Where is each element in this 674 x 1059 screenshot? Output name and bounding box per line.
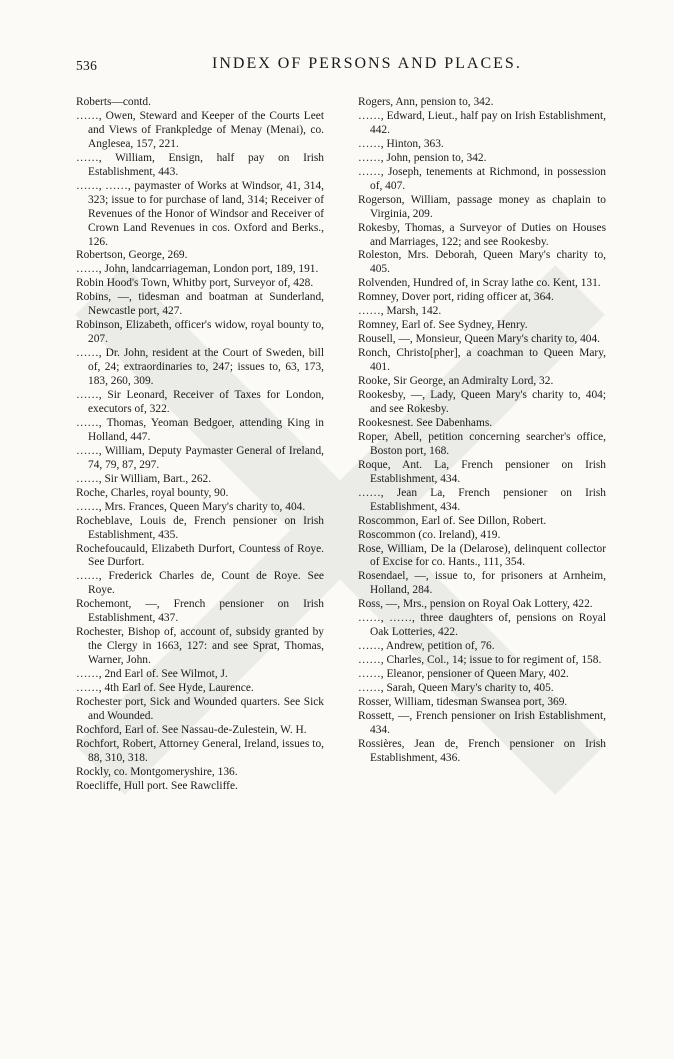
index-entry: Roberts—contd. — [76, 96, 151, 108]
index-entry: Rogerson, William, passage money as chaplain to Virginia, 209. — [358, 193, 606, 220]
index-entry: Rossett, —, French pensioner on Irish Establishment, 434. — [358, 709, 606, 736]
index-entry: ……, William, Ensign, half pay on Irish Establishment, 443. — [76, 151, 324, 178]
index-entry: Rogers, Ann, pension to, 342. — [358, 96, 494, 108]
index-entry: ……, Eleanor, pensioner of Queen Mary, 402. — [358, 668, 569, 681]
index-entry: Rochefoucauld, Elizabeth Durfort, Countess of Roye. See Durfort. — [76, 542, 324, 569]
index-entry: Rookesby, —, Lady, Queen Mary's charity to, 404; and see Rokesby. — [358, 389, 606, 415]
index-entry: Romney, Dover port, riding officer at, 364. — [358, 291, 554, 304]
index-entry: Rolvenden, Hundred of, in Scray lathe co. Kent, 131. — [358, 277, 601, 290]
running-title: INDEX OF PERSONS AND PLACES. — [212, 55, 522, 72]
index-entry: Roecliffe, Hull port. See Rawcliffe. — [76, 779, 238, 792]
index-entry: Roche, Charles, royal bounty, 90. — [76, 486, 229, 499]
index-entry: Robins, —, tidesman and boatman at Sunderland, Newcastle port, 427. — [76, 291, 324, 318]
index-entry: ……, Mrs. Frances, Queen Mary's charity to, 404. — [76, 500, 306, 513]
index-entry: Rochford, Earl of. See Nassau-de-Zulestein, W. H. — [76, 723, 307, 736]
index-entry: Rossières, Jean de, French pensioner on Irish Establishment, 436. — [358, 737, 606, 764]
index-entry: ……, Sir Leonard, Receiver of Taxes for London, executors of, 322. — [76, 389, 324, 415]
index-entry: ……, Frederick Charles de, Count de Roye. See Roye. — [76, 570, 324, 597]
index-entry: ……, John, landcarriageman, London port, 189, 191. — [76, 263, 319, 276]
page-number: 536 — [76, 58, 98, 73]
index-entry: Rochemont, —, French pensioner on Irish Establishment, 437. — [76, 598, 324, 625]
index-entry: Robertson, George, 269. — [76, 249, 188, 262]
index-entry: ……, Sarah, Queen Mary's charity to, 405. — [358, 682, 554, 695]
index-entry: Rochester port, Sick and Wounded quarters. See Sick and Wounded. — [76, 695, 324, 722]
index-entry: Roleston, Mrs. Deborah, Queen Mary's charity to, 405. — [358, 249, 606, 276]
index-entry: Rochfort, Robert, Attorney General, Ireland, issues to, 88, 310, 318. — [76, 737, 324, 764]
index-entry: Rosendael, —, issue to, for prisoners at Arnheim, Holland, 284. — [358, 570, 606, 597]
index-entry: Roscommon, Earl of. See Dillon, Robert. — [358, 514, 547, 527]
index-entry: Rokesby, Thomas, a Surveyor of Duties on Houses and Marriages, 122; and see Rookesby. — [358, 221, 606, 248]
index-entry: ……, John, pension to, 342. — [358, 151, 487, 164]
index-entry: ……, Joseph, tenements at Richmond, in possession of, 407. — [358, 165, 606, 192]
index-entry: Rosser, William, tidesman Swansea port, 369. — [358, 695, 568, 708]
index-entry: ……, 4th Earl of. See Hyde, Laurence. — [76, 682, 254, 695]
index-entry: Rocheblave, Louis de, French pensioner on Irish Establishment, 435. — [76, 514, 324, 541]
index-entry: ……, 2nd Earl of. See Wilmot, J. — [76, 668, 228, 681]
index-entry: ……, ……, three daughters of, pensions on Royal Oak Lotteries, 422. — [358, 612, 606, 639]
index-entry: Rousell, —, Monsieur, Queen Mary's charity to, 404. — [358, 333, 601, 346]
index-entry: Rose, William, De la (Delarose), delinquent collector of Excise for co. Hants., 111, 354. — [358, 542, 606, 569]
index-entry: Romney, Earl of. See Sydney, Henry. — [358, 319, 528, 332]
index-entry: Rookesnest. See Dabenhams. — [358, 416, 493, 429]
index-entry: ……, Thomas, Yeoman Bedgoer, attending King in Holland, 447. — [76, 416, 324, 443]
index-entry: ……, Marsh, 142. — [358, 305, 442, 318]
right-column — [358, 96, 606, 766]
index-entry: Rooke, Sir George, an Admiralty Lord, 32. — [358, 375, 554, 388]
index-entry: ……, Sir William, Bart., 262. — [76, 472, 212, 485]
index-entry: Roscommon (co. Ireland), 419. — [358, 528, 501, 541]
index-entry: ……, William, Deputy Paymaster General of Ireland, 74, 79, 87, 297. — [76, 444, 324, 471]
index-entry: Rockly, co. Montgomeryshire, 136. — [76, 765, 238, 778]
index-entry: ……, ……, paymaster of Works at Windsor, 41, 314, 323; issue to for purchase of land, 314; Receiver of Revenues of the Honor of Windsor and Receiver of Crown Land Revenues in cos. Oxford and Berks., 126. — [76, 179, 324, 248]
index-entry: ……, Jean La, French pensioner on Irish Establishment, 434. — [358, 486, 606, 513]
index-entry: ……, Dr. John, resident at the Court of Sweden, bill of, 24; extraordinaries to, 247; issues to, 63, 173, 183, 260, 309. — [76, 347, 324, 388]
index-entry: Robinson, Elizabeth, officer's widow, royal bounty to, 207. — [76, 319, 324, 346]
index-entry: Roper, Abell, petition concerning searcher's office, Boston port, 168. — [358, 430, 606, 457]
index-entry: Ronch, Christo[pher], a coachman to Queen Mary, 401. — [358, 347, 606, 374]
index-entry: ……, Charles, Col., 14; issue to for regiment of, 158. — [358, 654, 602, 667]
index-entry: ……, Andrew, petition of, 76. — [358, 640, 495, 653]
index-entry: ……, Edward, Lieut., half pay on Irish Establishment, 442. — [358, 109, 606, 136]
index-entry: Rochester, Bishop of, account of, subsidy granted by the Clergy in 1663, 127: and see Sprat, Thomas, Warner, John. — [76, 626, 324, 667]
index-entry: ……, Hinton, 363. — [358, 137, 444, 150]
index-entry: Ross, —, Mrs., pension on Royal Oak Lottery, 422. — [358, 598, 593, 611]
index-entry: Roque, Ant. La, French pensioner on Irish Establishment, 434. — [358, 458, 606, 485]
left-column — [76, 96, 324, 794]
index-entry: ……, Owen, Steward and Keeper of the Courts Leet and Views of Frankpledge of Menay (Menai), co. Anglesea, 157, 221. — [76, 109, 324, 150]
index-entry: Robin Hood's Town, Whitby port, Surveyor of, 428. — [76, 277, 314, 290]
